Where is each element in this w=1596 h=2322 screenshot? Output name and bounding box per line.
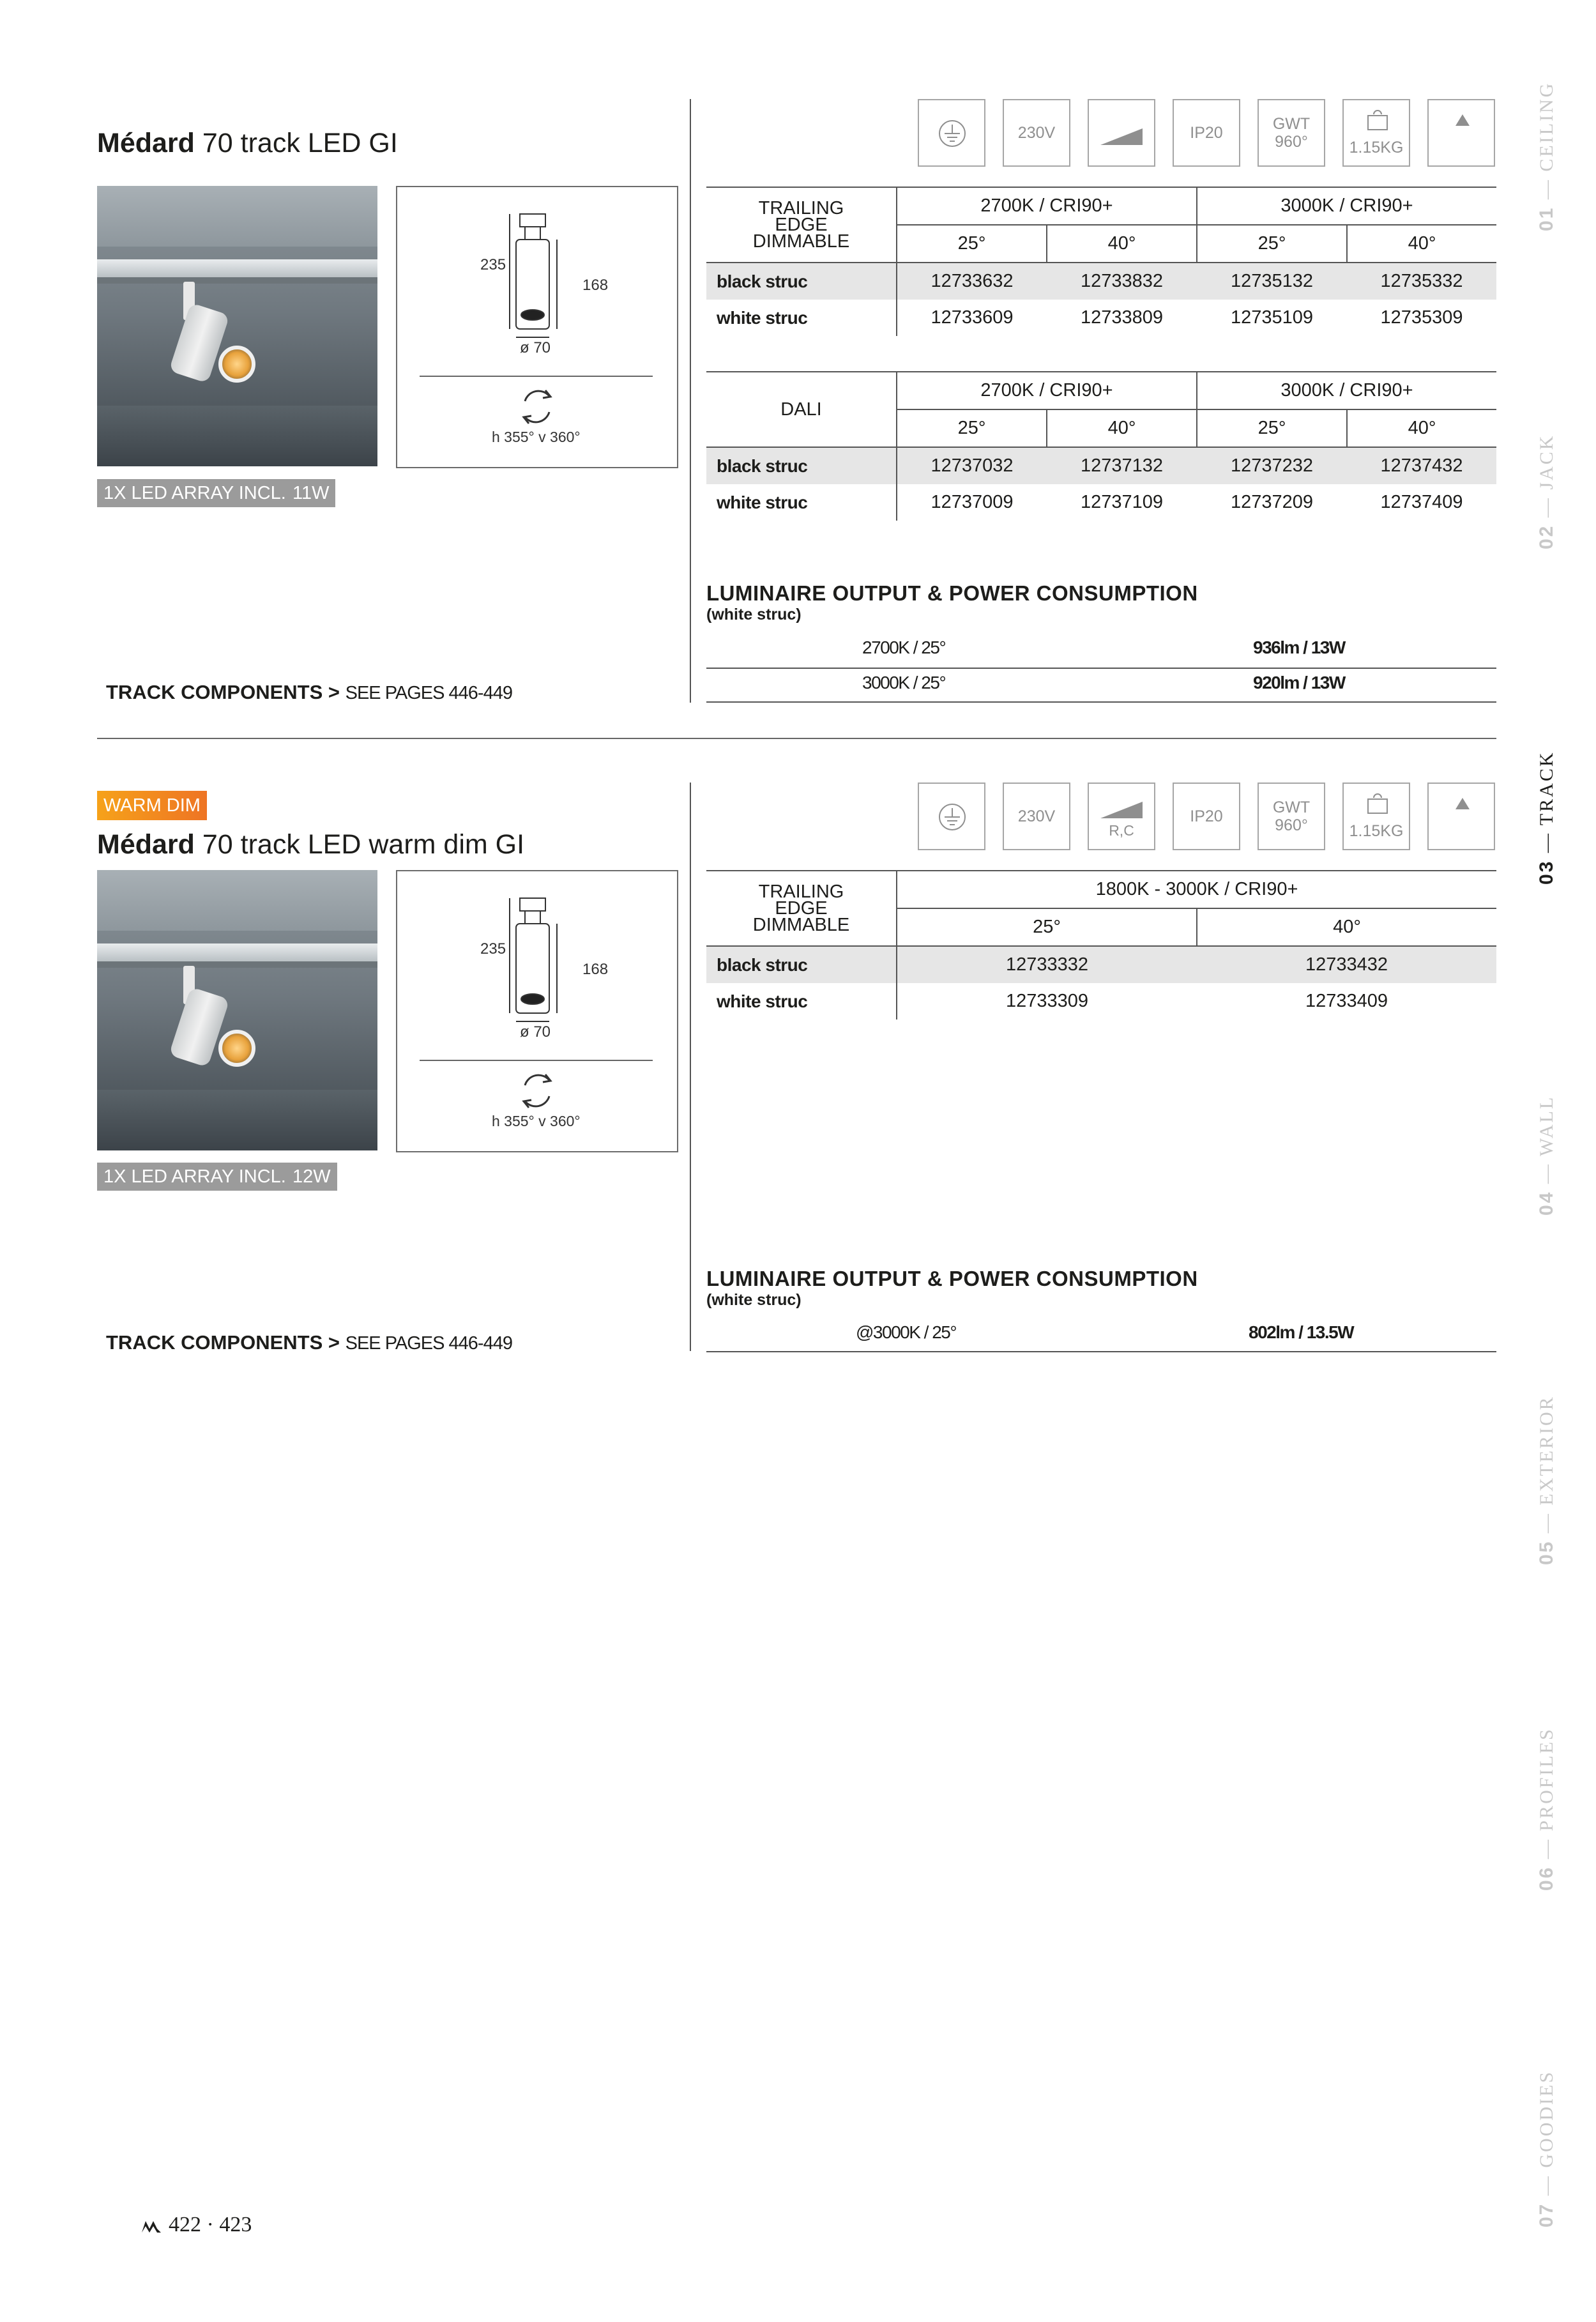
up-triangle-icon bbox=[1427, 99, 1495, 167]
rotation-note: h 355° v 360° bbox=[492, 429, 581, 445]
page-numbers: 422 · 423 bbox=[169, 2213, 252, 2236]
sidenav-label: — JACK bbox=[1536, 434, 1557, 518]
earth-ground-icon bbox=[918, 99, 985, 167]
dim-body: 168 bbox=[582, 961, 609, 978]
table-row bbox=[706, 484, 1496, 521]
beam-angle-header: 40° bbox=[1047, 409, 1197, 447]
track-components-pages: SEE PAGES 446-449 bbox=[345, 683, 512, 703]
sidenav-wall[interactable] bbox=[1536, 1096, 1558, 1216]
beam-angle-header: 25° bbox=[897, 409, 1047, 447]
article-code: 12737209 bbox=[1230, 492, 1314, 512]
row-label: white struc bbox=[717, 991, 808, 1011]
dim-height: 235 bbox=[480, 940, 506, 958]
row-label: black struc bbox=[706, 263, 897, 300]
output-value: 802lm / 13.5W bbox=[1249, 1322, 1354, 1342]
dim-diameter: ø 70 bbox=[520, 1023, 551, 1041]
article-code: 12735109 bbox=[1230, 307, 1314, 328]
ip-rating-icon bbox=[1173, 99, 1240, 167]
sidenav-number: 05 bbox=[1536, 1539, 1557, 1565]
dim-diameter: ø 70 bbox=[520, 339, 551, 356]
weight-label: 1.15KG bbox=[1349, 139, 1404, 157]
sidenav-goodies[interactable] bbox=[1536, 2070, 1558, 2227]
beam-angle-header: 25° bbox=[897, 908, 1197, 946]
article-code: 12735309 bbox=[1380, 307, 1463, 328]
beam-angle-header: 40° bbox=[1197, 908, 1496, 946]
gwt-temp-label: 960° bbox=[1275, 133, 1308, 151]
article-code: 12737009 bbox=[897, 484, 1047, 521]
luminaire-drawing-icon bbox=[397, 187, 677, 467]
dim-body: 168 bbox=[582, 277, 609, 294]
track-components-label: TRACK COMPONENTS > bbox=[106, 681, 340, 703]
voltage-icon bbox=[1003, 99, 1070, 167]
article-code: 12733332 bbox=[897, 946, 1197, 983]
table-group-header: 1800K - 3000K / CRI90+ bbox=[897, 871, 1496, 908]
sidenav-label: — WALL bbox=[1536, 1095, 1557, 1184]
weight-icon bbox=[1342, 99, 1410, 167]
voltage-icon bbox=[1003, 783, 1070, 850]
output-condition: 2700K / 25° bbox=[862, 638, 946, 657]
output-value: 936lm / 13W bbox=[1253, 638, 1345, 657]
beam-angle-header: 40° bbox=[1347, 409, 1496, 447]
sidenav-label: — EXTERIOR bbox=[1536, 1395, 1557, 1534]
up-triangle-icon bbox=[1427, 783, 1495, 850]
table-corner-label: TRAILING EDGE DIMMABLE bbox=[706, 871, 897, 946]
beam-angle-header: 25° bbox=[897, 225, 1047, 263]
sidenav-number: 01 bbox=[1536, 206, 1557, 231]
article-code: 12733309 bbox=[897, 983, 1197, 1020]
output-title: LUMINAIRE OUTPUT & POWER CONSUMPTION bbox=[706, 581, 1198, 605]
sidenav-label: — GOODIES bbox=[1536, 2070, 1557, 2196]
table-group-header: 3000K / CRI90+ bbox=[1197, 187, 1496, 225]
sidenav-label: — TRACK bbox=[1536, 751, 1557, 853]
table-corner-label: TRAILING EDGE DIMMABLE bbox=[706, 187, 897, 263]
track-components-pages: SEE PAGES 446-449 bbox=[345, 1333, 512, 1354]
section-divider bbox=[97, 738, 1496, 739]
product-title bbox=[97, 828, 524, 861]
table-row bbox=[706, 983, 1496, 1020]
article-code: 12735332 bbox=[1347, 263, 1496, 300]
gwt-temp-label: 960° bbox=[1275, 816, 1308, 834]
sidenav-number: 06 bbox=[1536, 1865, 1557, 1891]
weight-icon bbox=[1342, 783, 1410, 850]
product-photo bbox=[97, 186, 377, 466]
output-value: 920lm / 13W bbox=[1253, 673, 1345, 692]
track-components-link[interactable] bbox=[106, 681, 512, 704]
rotation-note: h 355° v 360° bbox=[492, 1113, 581, 1129]
warm-dim-badge: WARM DIM bbox=[97, 791, 207, 820]
order-table-trailing-edge bbox=[706, 870, 1496, 1020]
earth-ground-icon bbox=[918, 783, 985, 850]
row-label: black struc bbox=[706, 447, 897, 484]
article-code: 12737409 bbox=[1380, 492, 1463, 512]
article-code: 12733609 bbox=[897, 300, 1047, 336]
ip-rating-label: IP20 bbox=[1190, 807, 1223, 825]
output-subtitle: (white struc) bbox=[706, 1291, 802, 1309]
article-code: 12733409 bbox=[1305, 991, 1388, 1011]
article-code: 12733809 bbox=[1080, 307, 1164, 328]
dimming-icon bbox=[1088, 99, 1155, 167]
gwt-label: GWT bbox=[1272, 798, 1311, 816]
table-row bbox=[706, 447, 1496, 484]
sidenav-number: 04 bbox=[1536, 1190, 1557, 1216]
table-group-header: 3000K / CRI90+ bbox=[1197, 372, 1496, 409]
order-table-trailing-edge bbox=[706, 187, 1496, 336]
article-code: 12737032 bbox=[897, 447, 1047, 484]
product-title-model: 70 track LED GI bbox=[194, 128, 398, 158]
row-divider bbox=[706, 701, 1496, 703]
track-components-label: TRACK COMPONENTS > bbox=[106, 1331, 340, 1354]
wattage-badge: 11W bbox=[286, 479, 335, 507]
gwt-icon bbox=[1258, 783, 1325, 850]
table-group-header: 2700K / CRI90+ bbox=[897, 187, 1197, 225]
led-array-badge: 1X LED ARRAY INCL. bbox=[97, 1163, 293, 1191]
table-row bbox=[706, 300, 1496, 336]
article-code: 12735132 bbox=[1197, 263, 1347, 300]
article-code: 12737432 bbox=[1347, 447, 1496, 484]
sidenav-number: 02 bbox=[1536, 524, 1557, 549]
column-divider bbox=[690, 99, 691, 703]
row-label: black struc bbox=[706, 946, 897, 983]
beam-angle-header: 25° bbox=[1197, 225, 1347, 263]
article-code: 12733832 bbox=[1047, 263, 1197, 300]
sidenav-number: 07 bbox=[1536, 2202, 1557, 2227]
ip-rating-label: IP20 bbox=[1190, 124, 1223, 142]
output-condition: 3000K / 25° bbox=[862, 673, 946, 692]
sidenav-jack[interactable] bbox=[1536, 434, 1558, 549]
dimension-drawing bbox=[396, 186, 678, 468]
dimming-icon bbox=[1088, 783, 1155, 850]
voltage-label: 230V bbox=[1017, 124, 1056, 142]
sidenav-label: — PROFILES bbox=[1536, 1727, 1557, 1860]
row-label: white struc bbox=[717, 492, 808, 512]
product-title-brand: Médard bbox=[97, 829, 195, 860]
column-divider bbox=[690, 783, 691, 1351]
article-code: 12733432 bbox=[1197, 946, 1496, 983]
weight-label: 1.15KG bbox=[1349, 822, 1404, 840]
beam-angle-header: 40° bbox=[1347, 225, 1496, 263]
output-condition: @3000K / 25° bbox=[856, 1322, 957, 1342]
brand-logo-icon bbox=[142, 2220, 161, 2234]
product-title-brand: Médard bbox=[97, 128, 195, 158]
dimension-drawing bbox=[396, 870, 678, 1152]
row-label: white struc bbox=[717, 307, 808, 328]
product-photo bbox=[97, 870, 377, 1150]
gwt-label: GWT bbox=[1272, 115, 1311, 133]
article-code: 12737232 bbox=[1197, 447, 1347, 484]
dim-height: 235 bbox=[480, 256, 506, 273]
sidenav-exterior[interactable] bbox=[1536, 1395, 1558, 1565]
table-row bbox=[706, 263, 1496, 300]
gwt-icon bbox=[1258, 99, 1325, 167]
output-subtitle: (white struc) bbox=[706, 606, 802, 623]
sidenav-label: — CEILING bbox=[1536, 81, 1557, 200]
sidenav-number: 03 bbox=[1536, 859, 1557, 885]
ip-rating-icon bbox=[1173, 783, 1240, 850]
product-title-model: 70 track LED warm dim GI bbox=[194, 829, 525, 860]
luminaire-drawing-icon bbox=[397, 871, 677, 1151]
sidenav-profiles[interactable] bbox=[1536, 1727, 1558, 1891]
sidenav-ceiling[interactable] bbox=[1536, 82, 1558, 231]
row-divider bbox=[706, 1351, 1496, 1352]
table-group-header: 2700K / CRI90+ bbox=[897, 372, 1197, 409]
track-components-link[interactable] bbox=[106, 1331, 512, 1354]
order-table-dali bbox=[706, 371, 1496, 521]
sidenav-track[interactable] bbox=[1536, 751, 1558, 885]
product-title bbox=[97, 126, 398, 160]
beam-angle-header: 25° bbox=[1197, 409, 1347, 447]
voltage-label: 230V bbox=[1017, 807, 1056, 825]
article-code: 12737132 bbox=[1047, 447, 1197, 484]
led-array-badge: 1X LED ARRAY INCL. bbox=[97, 479, 293, 507]
beam-angle-header: 40° bbox=[1047, 225, 1197, 263]
dimming-label: R,C bbox=[1109, 822, 1134, 839]
table-corner-label: DALI bbox=[706, 372, 897, 447]
wattage-badge: 12W bbox=[286, 1163, 337, 1191]
article-code: 12733632 bbox=[897, 263, 1047, 300]
output-title: LUMINAIRE OUTPUT & POWER CONSUMPTION bbox=[706, 1267, 1198, 1290]
table-row bbox=[706, 946, 1496, 983]
article-code: 12737109 bbox=[1080, 492, 1164, 512]
row-divider bbox=[706, 668, 1496, 669]
